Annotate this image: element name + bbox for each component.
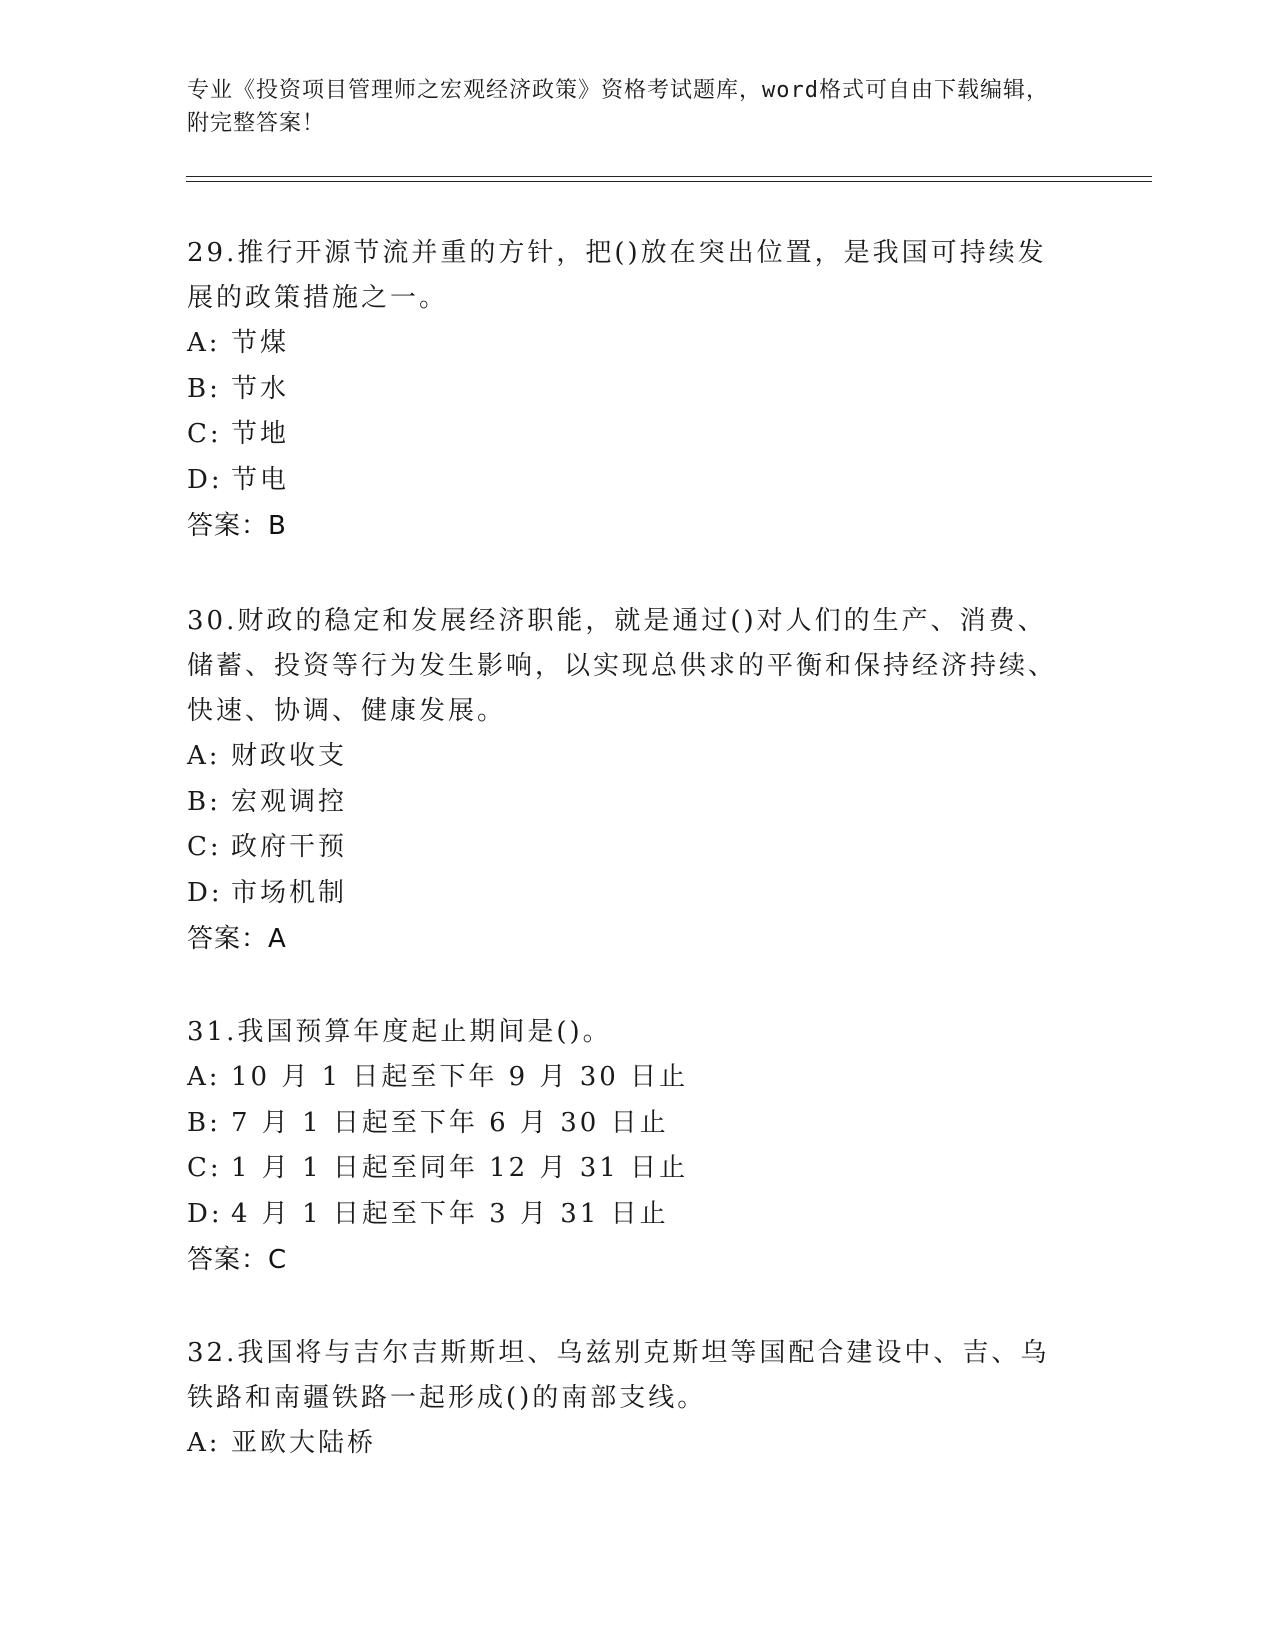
- option-key: C:: [187, 419, 222, 449]
- option-a: [187, 734, 1067, 780]
- question-32: [187, 1331, 1067, 1467]
- option-key: A:: [187, 328, 221, 358]
- question-30: [187, 599, 1067, 962]
- option-key: D:: [187, 1198, 223, 1229]
- option-text: 宏观调控: [231, 786, 348, 817]
- question-text: 31.我国预算年度起止期间是()。: [187, 1017, 612, 1047]
- option-d: [187, 458, 1067, 504]
- option-b: [187, 367, 1067, 413]
- option-key: A:: [187, 1428, 221, 1458]
- option-key: C:: [187, 832, 222, 862]
- question-text: 29.推行开源节流并重的方针，把()放在突出位置，是我国可持续发展的政策措施之一。: [187, 238, 1047, 313]
- option-a: [187, 321, 1067, 367]
- header-divider-top: [186, 176, 1152, 177]
- option-key: C:: [187, 1153, 222, 1183]
- option-text: 节地: [231, 419, 290, 449]
- option-c: [187, 825, 1067, 871]
- option-b: [187, 780, 1067, 826]
- document-header: 专业《投资项目管理师之宏观经济政策》资格考试题库，word格式可自由下载编辑，附完整答案！: [187, 78, 1049, 136]
- option-key: D:: [187, 877, 223, 908]
- option-text: 节电: [231, 464, 290, 495]
- question-29: [187, 231, 1067, 549]
- option-key: B:: [187, 786, 221, 817]
- option-a: [187, 1421, 1067, 1467]
- option-text: 亚欧大陆桥: [231, 1428, 377, 1458]
- option-text: 1 月 1 日起至同年 12 月 31 日止: [231, 1153, 689, 1183]
- option-key: A:: [187, 1062, 221, 1092]
- option-d: [187, 871, 1067, 917]
- option-text: 4 月 1 日起至下年 3 月 31 日止: [231, 1198, 669, 1229]
- question-text: 30.财政的稳定和发展经济职能，就是通过()对人们的生产、消费、储蓄、投资等行为发生影响，以实现总供求的平衡和保持经济持续、快速、协调、健康发展。: [187, 606, 1058, 726]
- option-key: B:: [187, 373, 221, 404]
- option-text: 10 月 1 日起至下年 9 月 30 日止: [231, 1062, 689, 1092]
- option-key: A:: [187, 741, 221, 771]
- option-c: [187, 1146, 1067, 1192]
- option-text: 7 月 1 日起至下年 6 月 30 日止: [231, 1107, 669, 1138]
- option-key: D:: [187, 464, 223, 495]
- option-text: 节水: [231, 373, 290, 404]
- option-key: B:: [187, 1107, 221, 1138]
- option-a: [187, 1055, 1067, 1101]
- option-b: [187, 1101, 1067, 1147]
- option-c: [187, 412, 1067, 458]
- header-divider-bottom: [186, 181, 1152, 182]
- option-d: [187, 1192, 1067, 1238]
- option-text: 市场机制: [231, 877, 348, 908]
- option-text: 节煤: [231, 328, 290, 358]
- question-31: [187, 1010, 1067, 1283]
- answer-label: 答案：A: [187, 924, 287, 954]
- option-text: 财政收支: [231, 741, 348, 771]
- question-text: 32.我国将与吉尔吉斯斯坦、乌兹别克斯坦等国配合建设中、吉、乌铁路和南疆铁路一起形成()的南部支线。: [187, 1338, 1050, 1413]
- answer-label: 答案：C: [187, 1245, 288, 1275]
- option-text: 政府干预: [231, 832, 348, 862]
- answer-label: 答案：B: [187, 511, 287, 541]
